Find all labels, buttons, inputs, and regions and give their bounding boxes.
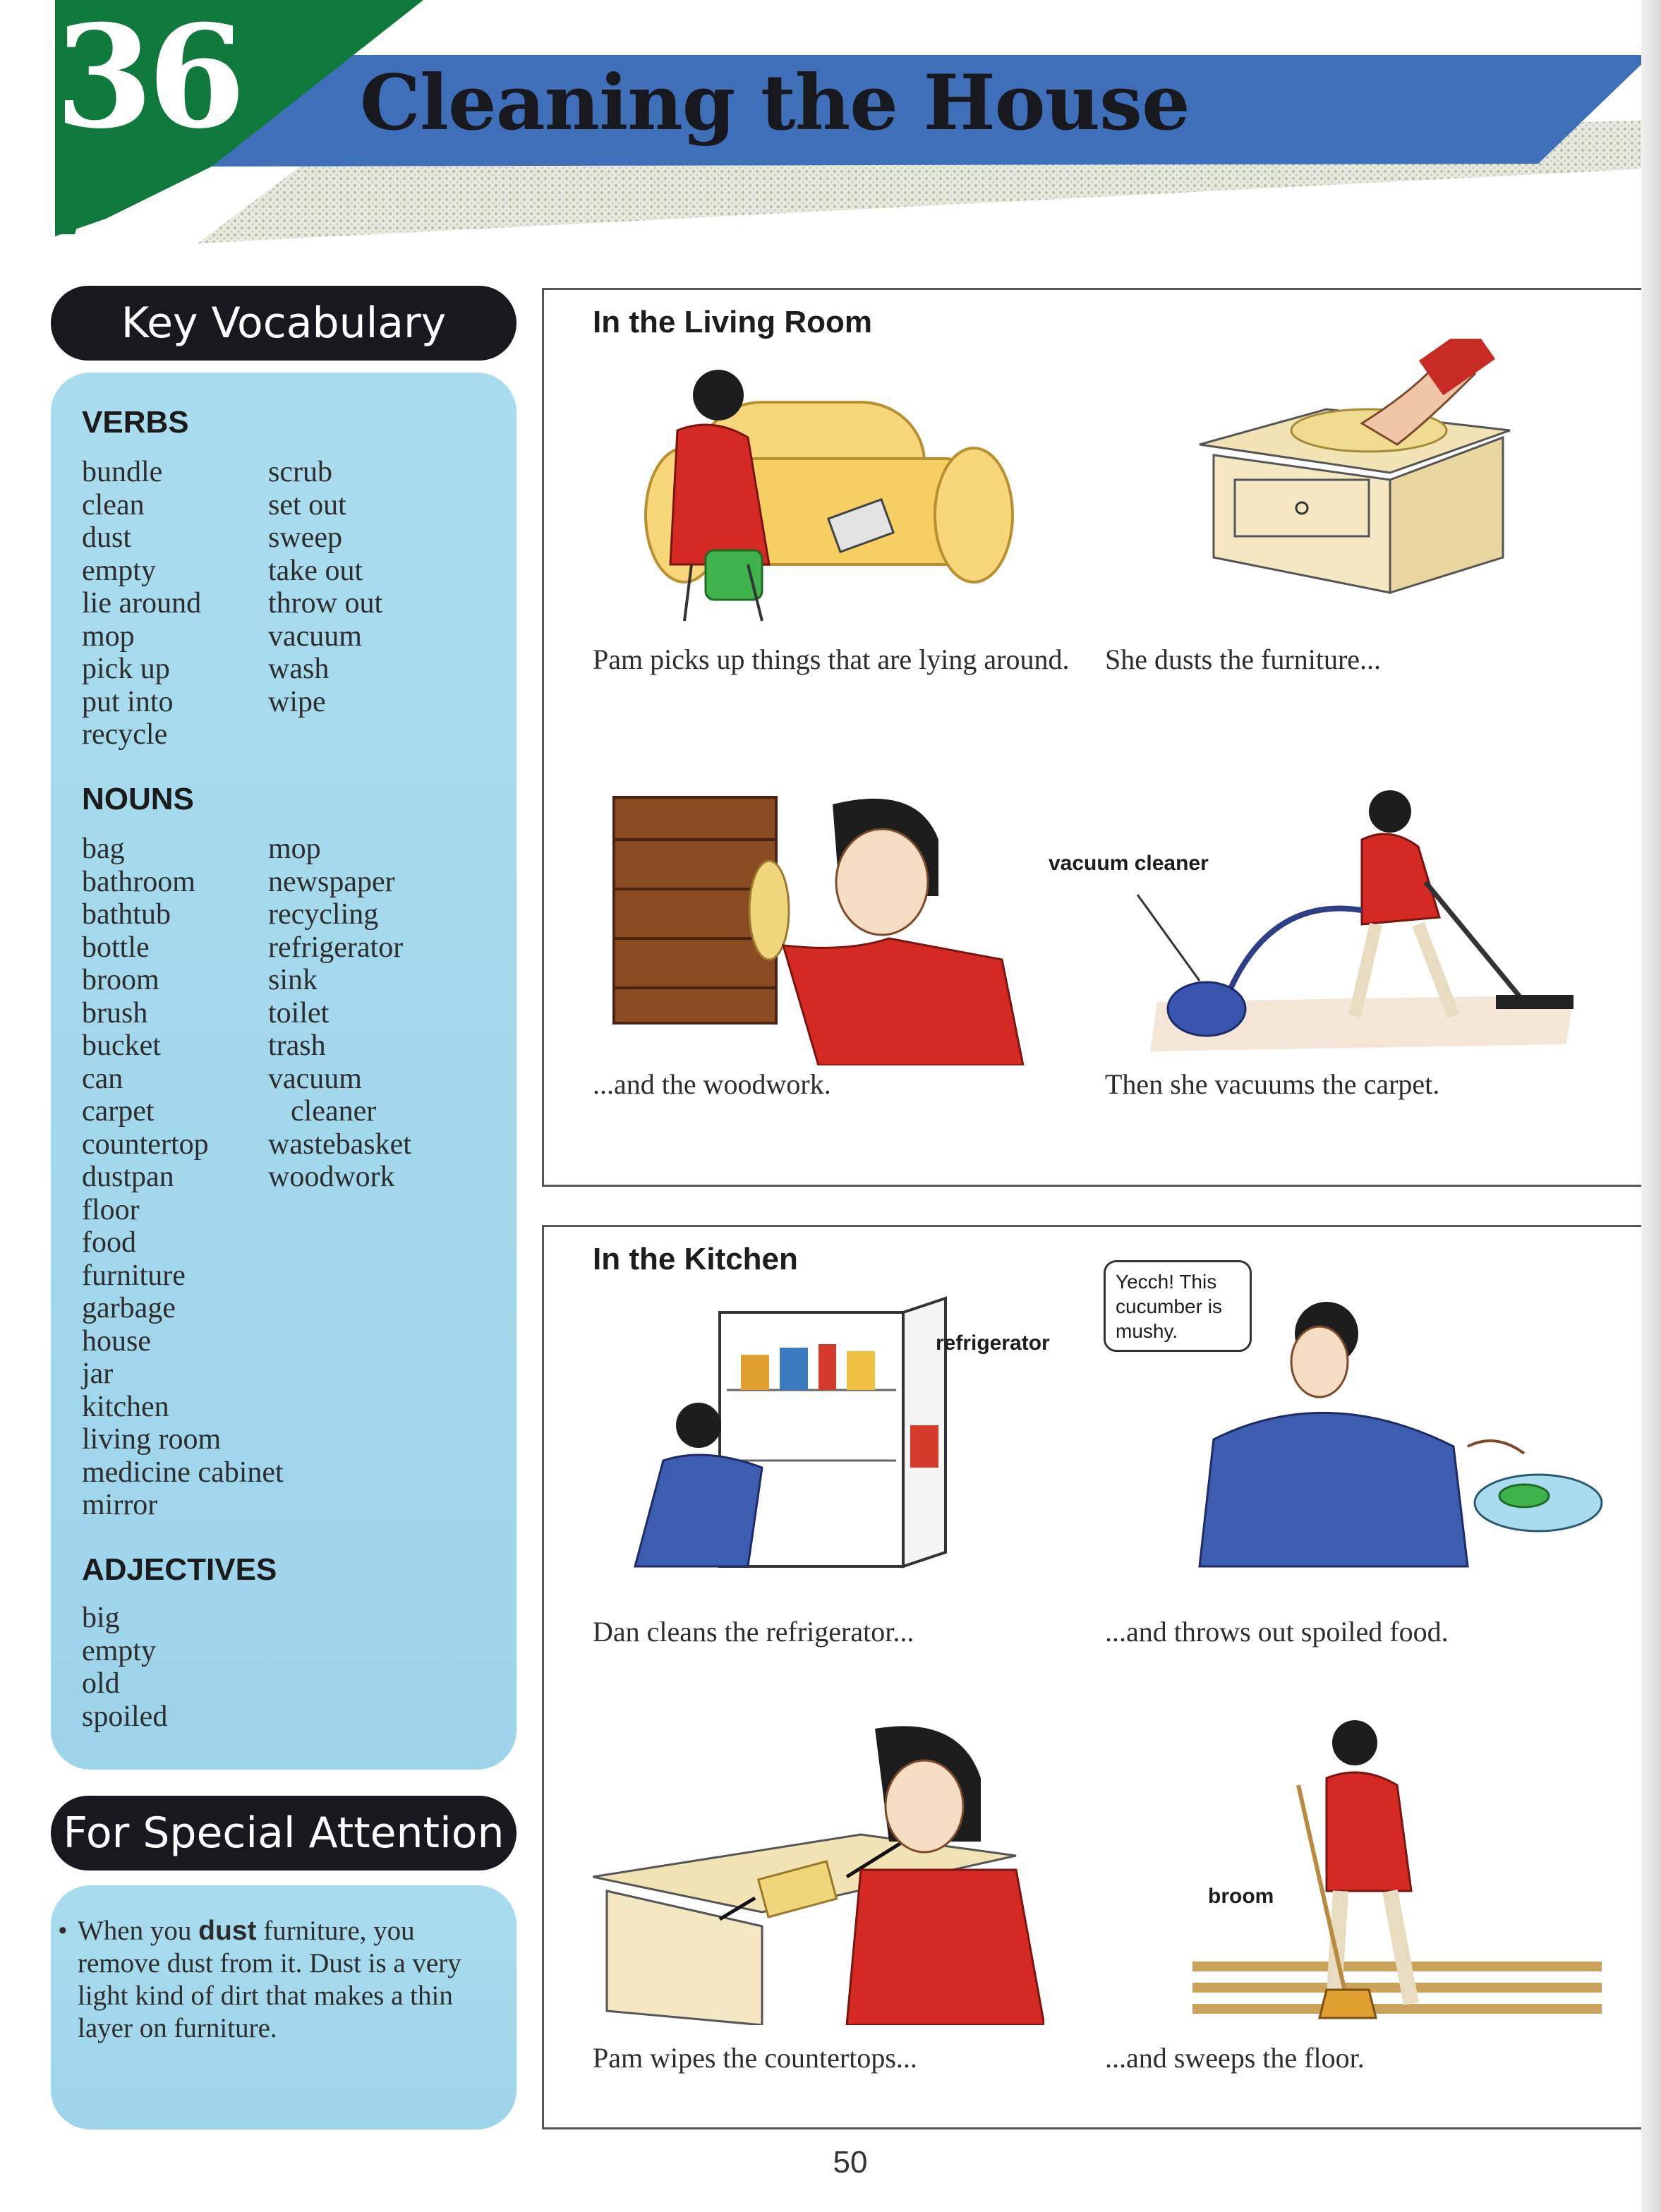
vocabulary-word: furniture [82,1259,186,1292]
vocabulary-word: carpet [82,1095,155,1128]
illustration-cleaning-refrigerator [593,1284,1016,1581]
unit-number: 36 [55,0,241,160]
vocabulary-word: woodwork [268,1161,395,1193]
vocabulary-word: bottle [82,931,150,964]
vocabulary-word: empty [82,1634,156,1667]
vocabulary-word: bag [82,833,125,865]
caption-living-3: ...and the woodwork. [593,1068,831,1100]
vocabulary-word: trash [268,1029,326,1062]
label-refrigerator: refrigerator [936,1331,1050,1355]
vocabulary-word: bathtub [82,898,171,931]
vocabulary-word: mop [82,620,135,653]
vocabulary-word: refrigerator [268,931,404,964]
vocabulary-word: newspaper [268,865,395,898]
illustration-wiping-countertops [593,1715,1044,2025]
header-green-stripes [55,185,134,195]
vocabulary-word: lie around [82,587,202,620]
vocabulary-word: countertop [82,1128,209,1161]
vocabulary-word: wipe [268,685,326,718]
verbs-heading: VERBS [82,405,189,440]
vocabulary-word: mirror [82,1489,158,1521]
nouns-list-1 [82,833,284,1522]
speech-bubble: Yecch! This cucumber is mushy. [1104,1260,1252,1352]
vocabulary-word: empty [82,554,156,587]
vocabulary-word: pick up [82,653,170,685]
vocabulary-word: broom [82,964,159,996]
vocabulary-word: put into [82,685,174,718]
kitchen-title: In the Kitchen [593,1242,798,1276]
vocabulary-word: house [82,1324,151,1358]
vocabulary-word: wastebasket [268,1128,411,1161]
vocabulary-word: cleaner [291,1095,377,1128]
caption-living-2: She dusts the furniture... [1105,643,1382,675]
vocabulary-word: floor [82,1193,140,1226]
vocabulary-word: can [82,1062,123,1095]
nouns-heading: NOUNS [82,782,194,816]
vocabulary-word: spoiled [82,1700,168,1733]
caption-living-4: Then she vacuums the carpet. [1105,1068,1440,1100]
page-binding-edge [1641,0,1661,2212]
illustration-dusting-furniture [1192,339,1524,635]
vocabulary-word: toilet [268,996,330,1029]
vocabulary-word: throw out [268,587,383,620]
vocabulary-word: scrub [268,456,332,488]
vocabulary-word: vacuum [268,620,362,653]
verbs-list-1 [82,456,201,751]
caption-kitchen-3: Pam wipes the countertops... [593,2042,917,2074]
vocabulary-word: living room [82,1423,222,1456]
vocabulary-word: bundle [82,456,163,488]
vocabulary-word: vacuum [268,1062,362,1095]
verbs-list-2 [268,456,382,718]
vocabulary-word: brush [82,996,148,1029]
vocabulary-word: food [82,1226,136,1259]
page-title: Cleaning the House [360,59,1190,147]
pointer-line-vacuum [1129,889,1214,988]
vocabulary-word: kitchen [82,1390,169,1423]
label-vacuum-cleaner: vacuum cleaner [1049,852,1209,875]
vocabulary-word: recycle [82,718,168,751]
vocabulary-word: jar [82,1358,114,1390]
vocabulary-word: dustpan [82,1161,174,1193]
key-vocabulary-heading: Key Vocabulary [51,286,517,361]
vocabulary-word: big [82,1602,120,1634]
vocabulary-word: take out [268,554,363,587]
vocabulary-word: bucket [82,1029,161,1062]
caption-kitchen-4: ...and sweeps the floor. [1105,2042,1365,2074]
vocabulary-word: wash [268,653,330,685]
vocabulary-word: bathroom [82,865,195,898]
vocabulary-word: set out [268,488,346,521]
vocabulary-word: recycling [268,898,379,931]
nouns-list-2 [268,833,411,1194]
vocabulary-word: garbage [82,1292,176,1324]
special-attention-note: • When you dust furniture, you remove dust from it. Dust is a very light kind of dirt that makes a thin layer on furniture. [58,1916,461,2043]
page-number: 50 [833,2145,868,2180]
vocabulary-word: sink [268,964,318,996]
special-attention-heading: For Special Attention [51,1796,517,1870]
vocabulary-word: medicine cabinet [82,1456,284,1489]
label-broom: broom [1208,1885,1274,1908]
vocabulary-word: old [82,1667,120,1700]
illustration-sweeping [1185,1708,1609,2032]
adjectives-list [82,1602,167,1733]
caption-kitchen-2: ...and throws out spoiled food. [1105,1616,1449,1648]
vocabulary-word: dust [82,521,132,554]
adjectives-heading: ADJECTIVES [82,1552,277,1587]
caption-kitchen-1: Dan cleans the refrigerator... [593,1616,914,1648]
vocabulary-word: sweep [268,521,342,554]
living-room-title: In the Living Room [593,305,872,339]
bullet: • [58,1916,68,1946]
illustration-picking-up [593,353,1030,635]
bold-term: dust [198,1916,257,1946]
vocabulary-word: clean [82,488,145,521]
caption-living-1: Pam picks up things that are lying around. [593,643,1070,675]
vocabulary-word: mop [268,833,321,865]
illustration-dusting-woodwork [607,790,1030,1065]
